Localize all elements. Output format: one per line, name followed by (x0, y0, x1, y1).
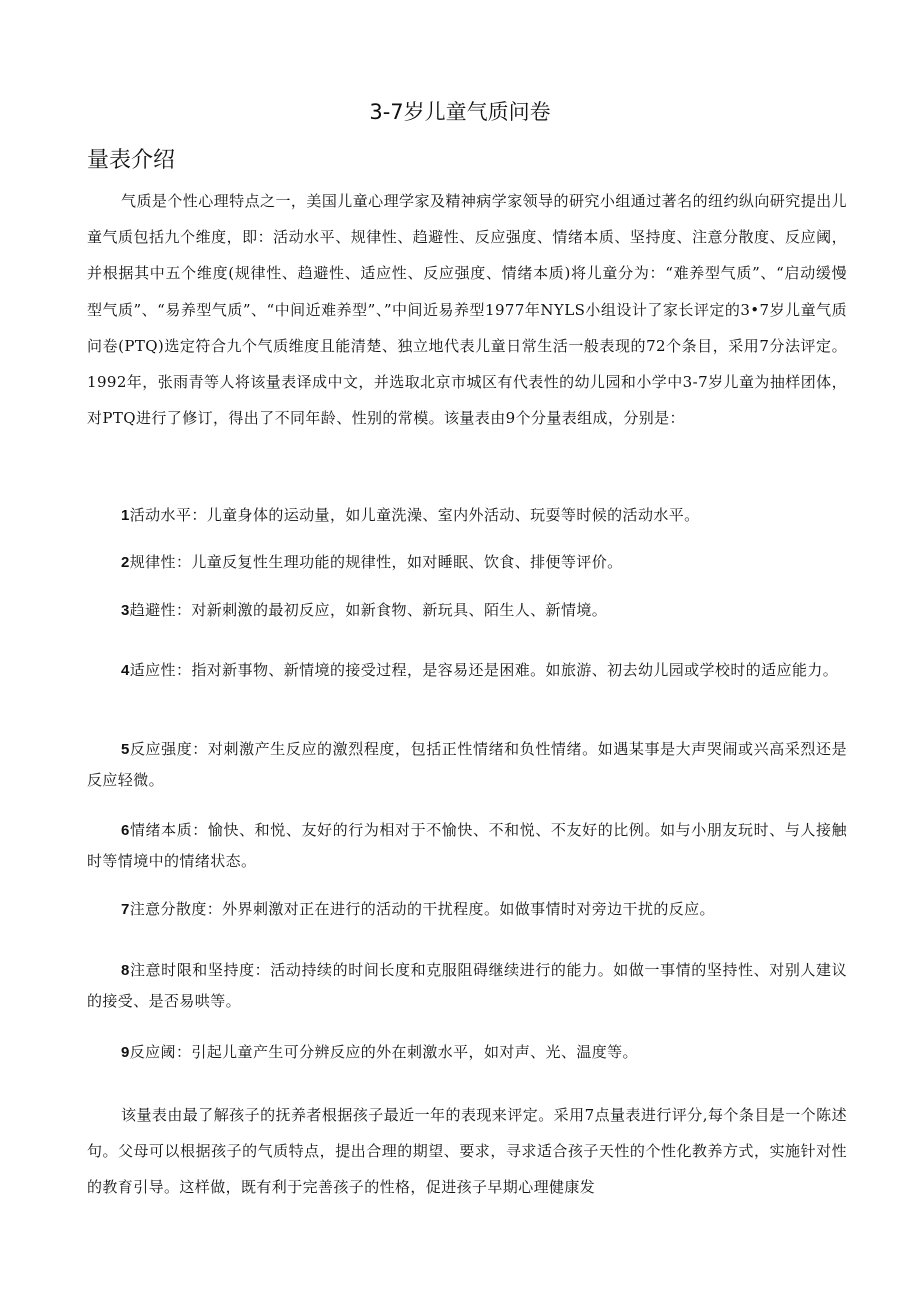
dimension-text: 注意分散度：外界刺激对正在进行的活动的干扰程度。如做事情时对旁边干扰的反应。 (129, 900, 715, 918)
dimension-text: 情绪本质：愉快、和悦、友好的行为相对于不愉快、不和悦、不友好的比例。如与小朋友玩时、与人接触时等情境中的情绪状态。 (87, 821, 847, 870)
dimension-number: 7 (121, 901, 130, 918)
dimension-number: 3 (121, 602, 130, 619)
dimension-item-2 (87, 547, 847, 578)
dimension-number: 5 (121, 741, 130, 758)
dimension-number: 4 (121, 662, 130, 679)
dimension-number: 2 (121, 554, 130, 571)
dimension-text: 反应强度：对刺激产生反应的激烈程度，包括正性情绪和负性情绪。如遇某事是大声哭闹或兴高采烈还是反应轻微。 (87, 740, 847, 789)
dimension-number: 9 (121, 1044, 130, 1061)
document-title: 3-7岁儿童气质问卷 (369, 100, 551, 124)
dimension-item-8 (87, 955, 847, 1017)
dimension-item-9 (87, 1037, 847, 1068)
dimension-text: 活动水平：儿童身体的运动量，如儿童洗澡、室内外活动、玩耍等时候的活动水平。 (129, 506, 700, 524)
dimension-item-6 (87, 815, 847, 877)
dimension-item-4 (87, 655, 847, 686)
dimension-text: 趋避性：对新刺激的最初反应，如新食物、新玩具、陌生人、新情境。 (129, 601, 608, 619)
dimension-item-7 (87, 894, 847, 925)
dimension-text: 注意时限和坚持度：活动持续的时间长度和克服阻碍继续进行的能力。如做一事情的坚持性、对别人建议的接受、是否易哄等。 (87, 961, 847, 1010)
dimension-number: 8 (121, 962, 130, 979)
intro-paragraph: 气质是个性心理特点之一，美国儿童心理学家及精神病学家领导的研究小组通过著名的纽约纵向研究提出儿童气质包括九个维度，即：活动水平、规律性、趋避性、反应强度、情绪本质、坚持度、注意分散度、反应阈，并根据其中五个维度(规律性、趋避性、适应性、反应强度、情绪本质)将儿童分为：“难养型气质”、“启动缓慢型气质”、“易养型气质”、“中间近难养型”、”中间近易养型1977年NYLS小组设计了家长评定的3•7岁儿童气质问卷(PTQ)选定符合九个气质维度且能清楚、独立地代表儿童日常生活一般表现的72个条目，采用7分法评定。1992年，张雨青等人将该量表译成中文，并选取北京市城区有代表性的幼儿园和小学中3-7岁儿童为抽样团体，对PTQ进行了修订，得出了不同年龄、性别的常模。该量表由9个分量表组成，分别是： (87, 192, 847, 428)
dimension-item-1 (87, 500, 847, 531)
dimension-item-5 (87, 734, 847, 796)
closing-paragraph: 该量表由最了解孩子的抚养者根据孩子最近一年的表现来评定。采用7点量表进行评分,每个条目是一个陈述句。父母可以根据孩子的气质特点，提出合理的期望、要求，寻求适合孩子天性的个性化教养方式，实施针对性的教育引导。这样做，既有利于完善孩子的性格，促进孩子早期心理健康发 (87, 1106, 847, 1196)
section-heading: 量表介绍 (87, 148, 176, 173)
dimension-item-3 (87, 595, 847, 626)
dimension-number: 1 (121, 507, 130, 524)
dimension-text: 反应阈：引起儿童产生可分辨反应的外在刺激水平，如对声、光、温度等。 (129, 1043, 638, 1061)
dimension-text: 适应性：指对新事物、新情境的接受过程，是容易还是困难。如旅游、初去幼儿园或学校时的适应能力。 (129, 661, 839, 679)
dimension-number: 6 (121, 822, 130, 839)
dimension-text: 规律性：儿童反复性生理功能的规律性，如对睡眠、饮食、排便等评价。 (129, 553, 623, 571)
